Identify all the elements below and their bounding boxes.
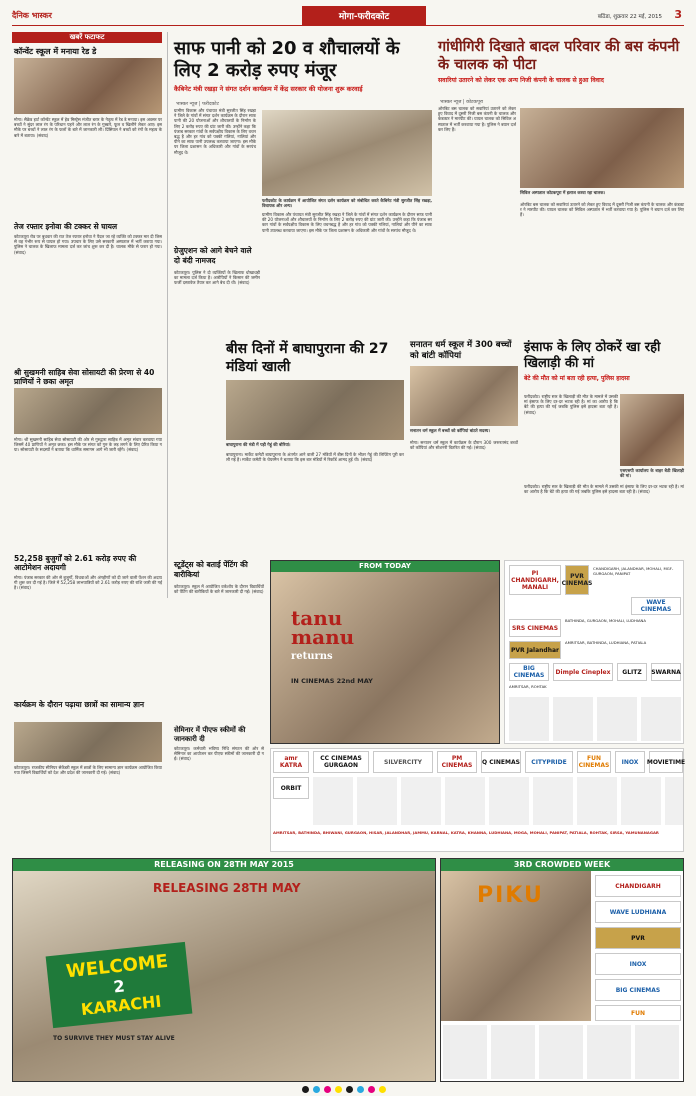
ad-tanu-banner-label: FROM TODAY	[359, 562, 411, 570]
ad-tanu[interactable]	[270, 560, 500, 744]
brief-body-1: मोगा। सैक्रेड हार्ट कॉन्वेंट स्कूल में हेड मिस्ट्रेस मंजीत बरार के नेतृत्व में रेड डे मनाया। इस अवसर पर बच्चों ने सुंदर लाल रंग के परिधान पहने और लाल रंग के गुब्बारे, फूल व खिलौने लेकर आए। इस मौके पर बच्चों ने लाल रंग के फलों के बारे में जानकारी ली। प्रिंसिपल ने बच्चों को रंगों के महत्व के बारे में बताया। (संवाद)	[14, 117, 162, 138]
ad-tanu-title-1: tanu	[291, 606, 343, 630]
piku-logo-6: FUN	[595, 1005, 681, 1021]
side-byline: भास्कर न्यूज | कोटकपूरा	[440, 100, 484, 105]
brief-photo-5	[14, 722, 162, 762]
seminar-headline: सेमिनार में पीएफ स्कीमों की जानकारी दी	[174, 726, 246, 743]
brief-photo-1	[14, 58, 162, 114]
logo-fun: FUN CINEMAS	[577, 751, 611, 773]
edition-tab	[302, 6, 426, 25]
brief-title-2: तेज रफ्तार इनोवा की टक्कर से घायल	[14, 222, 118, 231]
register-dot	[346, 1086, 353, 1093]
page-number: 3	[674, 8, 682, 21]
ad-tanu-title-3: returns	[291, 651, 333, 662]
insaaf-body-cont: फरीदकोट। राष्ट्रीय स्तर के खिलाड़ी की मौत के मामले में उसकी मां इंसाफ के लिए दर-दर भटक रही है। मां का आरोप है कि बेटे की हत्या की गई जबकि पुलिस इसे हादसा बता रही है। (संवाद)	[524, 484, 684, 495]
ad-right-logos	[504, 560, 684, 744]
lead-body-cont: ग्रामीण विकास और पंचायत मंत्री सुरजीत सिंह रखड़ा ने जिले के गांवों में संगत दर्शन कार्यक्रम के दौरान साफ पानी की 20 योजनाओं और शौचालयों के निर्माण के लिए 2 करोड़ रुपए की ग्रांट जारी की। उन्होंने कहा कि पंजाब सरकार गांवों के सर्वपक्षीय विकास के लिए वचनबद्ध है और हर गांव को पक्की गलियां, नालियां और पीने का साफ पानी उपलब्ध करवाया जाएगा। इस मौके पर जिला प्रशासन के अधिकारी और गांवों के सरपंच मौजूद थे।	[262, 212, 432, 233]
logo-pm: PM CINEMAS	[437, 751, 477, 773]
lead-headline: साफ पानी को 20 व शौचालयों के लिए 2 करोड़ रुपए मंजूर	[174, 38, 400, 81]
brief-title-3: श्री सुखमनी साहिब सेवा सोसायटी की प्रेरणा से 40 प्राणियों ने छका अमृत	[14, 368, 155, 386]
seminar-body: कोटकपूरा। कर्मचारी भविष्य निधि संगठन की ओर से सेमिनार का आयोजन कर पीएफ स्कीमों की जानकारी दी गई। (संवाद)	[174, 746, 264, 762]
addr-1: CHANDIGARH, JALANDHAR, MOHALI, MGF-GURGAON, PANIPAT	[593, 566, 674, 576]
piku-logo-5: BIG CINEMAS	[595, 979, 681, 1001]
insaaf-headline: इंसाफ के लिए ठोकरें खा रही खिलाड़ी की मां	[524, 340, 661, 371]
gurmeet-body: कोटकपूरा। पुलिस ने दो व्यक्तियों के खिलाफ धोखाधड़ी का मामला दर्ज किया है। आरोपियों ने किसान की जमीन फर्जी दस्तावेज तैयार कर आगे बेच दी थी। (संवाद)	[174, 270, 260, 286]
paper-logo: दैनिक भास्कर	[12, 11, 52, 20]
ad-karachi-title-1: WELCOME	[65, 950, 170, 982]
brief-title-1: कॉन्वेंट स्कूल में मनाया रेड डे	[14, 47, 97, 56]
ad-karachi-banner-label: RELEASING ON 28TH MAY 2015	[154, 860, 294, 869]
register-dot	[368, 1086, 375, 1093]
register-dot	[335, 1086, 342, 1093]
logo-movietime: MOVIETIME	[649, 751, 683, 773]
ad-piku-title: PIKU	[477, 883, 544, 908]
sanatan-photo	[410, 366, 518, 426]
ad-karachi-title-2: 2	[112, 975, 126, 997]
addr-2: BATHINDA, GURGAON, MOHALI, LUDHIANA	[565, 618, 646, 623]
logo-silvercity: SILVERCITY	[373, 751, 433, 773]
brief-body-2: कोटकपूरा रोड पर बुधवार की रात तेज रफ्तार इनोवा ने पैदल जा रहे व्यक्ति को टक्कर मार दी जिससे वह गंभीर रूप से घायल हो गया। उपचार के लिए उसे सरकारी अस्पताल में भर्ती कराया गया। पुलिस ने चालक के खिलाफ मामला दर्ज कर जांच शुरू कर दी है। चालक मौके से फरार हो गया। (संवाद)	[14, 234, 162, 255]
ad-tanu-banner	[271, 561, 499, 572]
insaaf-subhead: बेटे की मौत को मां बता रही हत्या, पुलिस हादसा	[524, 375, 630, 382]
left-column	[12, 32, 168, 598]
side-caption: सिविल अस्पताल कोटकपूरा में इलाज करवा रहा चालक।	[520, 190, 606, 195]
lead-subhead: कैबिनेट मंत्री रखड़ा ने संगत दर्शन कार्यक्रम में केंद्र सरकार की योजना शुरू करवाई	[174, 85, 363, 93]
lead-caption: फरीदकोट के कार्यक्रम में आयोजित संगत दर्शन कार्यक्रम को संबोधित करते कैबिनेट मंत्री सुरजीत सिंह रखड़ा, विधायक और अन्य।	[262, 198, 432, 209]
gurmeet-headline: ग्रेजुएशन को आगे बेचने वाले दो बंदी नामजद	[174, 246, 252, 265]
ad-tanu-title	[291, 606, 355, 666]
logo-inox: INOX	[615, 751, 645, 773]
ad-karachi-title	[46, 942, 193, 1028]
logo-citypride: CITYPRIDE	[525, 751, 573, 773]
side-headline: गांधीगिरी दिखाते बादल परिवार की बस कंपनी के चालक को पीटा	[438, 39, 680, 73]
side-photo	[520, 108, 684, 188]
sanatan-body: मोगा। सनातन धर्म स्कूल में कार्यक्रम के दौरान 300 जरूरतमंद बच्चों को कॉपियां और स्टेशनरी वितरित की गई। (संवाद)	[410, 440, 518, 451]
insaaf-photo	[620, 394, 684, 466]
logo-glitz: GLITZ	[617, 663, 647, 681]
sanatan-caption: सनातन धर्म स्कूल में बच्चों को कॉपियां बांटते सदस्य।	[410, 428, 490, 433]
logo-amr: amr KATRA	[273, 751, 309, 773]
ad-karachi-banner	[13, 859, 435, 871]
edition-label: मोगा-फरीदकोट	[338, 12, 390, 22]
side-subhead: सवारियां उतारने को लेकर एक अन्य निजी कंपनी के चालक से हुआ विवाद	[438, 77, 604, 84]
side-body: ओरबिट बस चालक को सवारियां उतारने को लेकर हुए विवाद में दूसरी निजी बस कंपनी के चालक और कंडक्टर ने मारपीट की। घायल चालक को सिविल अस्पताल में भर्ती करवाया गया है। पुलिस ने बयान दर्ज कर लिए हैं।	[438, 106, 516, 132]
sanatan-headline: सनातन धर्म स्कूल में 300 बच्चों को बांटी कॉपियां	[410, 340, 512, 361]
baghapurana-caption: बाघापुराना की मंडी में पड़ी गेहूं की बोरियां।	[226, 442, 291, 447]
logo-swarna: SWARNA	[651, 663, 681, 681]
logo-q: Q CINEMAS	[481, 751, 521, 773]
brief-body-4: मोगा। पंजाब सरकार की ओर से बुजुर्गों, विधवाओं और अंगहीणों को दी जाने वाली पेंशन की अदायगी शुरू कर दी गई है। जिले में 52,258 लाभपात्रियों को 2.61 करोड़ रुपए की राशि जारी की गई है। (संवाद)	[14, 575, 162, 591]
ad-piku[interactable]	[440, 858, 684, 1082]
piku-logo-4: INOX	[595, 953, 681, 975]
insaaf-caption: एसएसपी कार्यालय के बाहर बैठी खिलाड़ी की मां।	[620, 468, 684, 479]
logo-wave: WAVE CINEMAS	[631, 597, 681, 615]
brief-photo-3	[14, 388, 162, 434]
register-dot	[302, 1086, 309, 1093]
ad-tanu-title-2: manu	[291, 625, 355, 649]
ad-bottom-cities: AMRITSAR, BATHINDA, BHIWANI, GURGAON, HISAR, JALANDHAR, JAMMU, KARNAL, KATRA, KHANNA, LUDHIANA, MOGA, MOHALI, PANIPAT, PATIALA, ROHTAK, SIRSA, YAMUNANAGAR	[273, 830, 659, 835]
students-headline: स्टूडेंट्स को बताई पेंटिंग की बारीकियां	[174, 560, 248, 579]
baghapurana-body: बाघापुराना। मार्केट कमेटी बाघापुराना के अंतर्गत आने वाली 27 मंडियों में बीस दिनों के भीतर गेहूं की लिफ्टिंग पूरी कर ली गई है। मार्केट कमेटी के चेयरमैन ने बताया कि इस बार मंडियों में रिकॉर्ड आमद हुई थी। (संवाद)	[226, 452, 404, 463]
section-header	[12, 32, 162, 43]
ad-tanu-tagline: IN CINEMAS 22nd MAY	[291, 677, 373, 685]
logo-dimple: Dimple Cineplex	[553, 663, 613, 681]
logo-pvr-2: PVR Jalandhar	[509, 641, 561, 659]
register-dot	[379, 1086, 386, 1093]
brief-title-4: 52,258 बुजुर्गों को 2.61 करोड़ रुपए की आटोमेशन अदायगी	[14, 554, 137, 572]
register-dot	[357, 1086, 364, 1093]
logo-pvr: PVR CINEMAS	[565, 565, 589, 595]
ad-karachi-title-3: KARACHI	[80, 991, 163, 1019]
logo-big: BIG CINEMAS	[509, 663, 549, 681]
register-dot	[313, 1086, 320, 1093]
piku-logo-2: WAVE LUDHIANA	[595, 901, 681, 923]
section-header-label: खबरें फटाफट	[69, 33, 105, 41]
insaaf-body: फरीदकोट। राष्ट्रीय स्तर के खिलाड़ी की मौत के मामले में उसकी मां इंसाफ के लिए दर-दर भटक रही है। मां का आरोप है कि बेटे की हत्या की गई जबकि पुलिस इसे हादसा बता रही है। (संवाद)	[524, 394, 618, 415]
ad-bottom-grid	[313, 777, 683, 825]
side-body-cont: ओरबिट बस चालक को सवारियां उतारने को लेकर हुए विवाद में दूसरी निजी बस कंपनी के चालक और कंडक्टर ने मारपीट की। घायल चालक को सिविल अस्पताल में भर्ती करवाया गया है। पुलिस ने बयान दर्ज कर लिए हैं।	[520, 202, 684, 218]
lead-byline: भास्कर न्यूज | फरीदकोट	[176, 102, 219, 107]
masthead-date: बठिंडा, शुक्रवार 22 मई, 2015	[597, 14, 662, 20]
logo-orbit: ORBIT	[273, 777, 309, 799]
register-marks	[300, 1086, 388, 1094]
register-dot	[324, 1086, 331, 1093]
ad-piku-banner-label: 3RD CROWDED WEEK	[513, 860, 611, 869]
logo-cc: CC CINEMAS GURGAON	[313, 751, 369, 773]
baghapurana-headline: बीस दिनों में बाघापुराना की 27 मंडियां खाली	[226, 341, 389, 375]
ad-karachi-tagline: TO SURVIVE THEY MUST STAY ALIVE	[53, 1035, 175, 1042]
lead-body: ग्रामीण विकास और पंचायत मंत्री सुरजीत सिंह रखड़ा ने जिले के गांवों में संगत दर्शन कार्यक्रम के दौरान साफ पानी की 20 योजनाओं और शौचालयों के निर्माण के लिए 2 करोड़ रुपए की ग्रांट जारी की। उन्होंने कहा कि पंजाब सरकार गांवों के सर्वपक्षीय विकास के लिए वचनबद्ध है और हर गांव को पक्की गलियां, नालियां और पीने का साफ पानी उपलब्ध करवाया जाएगा। इस मौके पर जिला प्रशासन के अधिकारी और गांवों के सरपंच मौजूद थे।	[174, 108, 256, 155]
addr-4: AMRITSAR, ROHTAK	[509, 684, 547, 689]
ad-karachi-releasing: RELEASING 28TH MAY	[153, 881, 301, 895]
ad-right-grid	[509, 697, 681, 741]
brief-body-5: कोटकपूरा। राजकीय सीनियर सेकेंडरी स्कूल में छात्रों के लिए सामान्य ज्ञान कार्यक्रम आयोजित किया गया जिसमें विद्यार्थियों को देश और प्रदेश की जानकारी दी गई। (संवाद)	[14, 765, 162, 776]
brief-title-5: कार्यक्रम के दौरान पढ़ाया छात्रों का सामान्य ज्ञान	[14, 700, 145, 709]
logo-pi: PI CHANDIGARH, MANALI	[509, 565, 561, 595]
ad-karachi[interactable]	[12, 858, 436, 1082]
brief-body-3: मोगा। श्री सुखमनी साहिब सेवा सोसायटी की ओर से गुरुद्वारा साहिब में अमृत संचार करवाया गया जिसमें 40 प्राणियों ने अमृत छका। इस मौके पर संगत को गुरु के लड़ लगने के लिए प्रेरित किया गया। सोसायटी के सदस्यों ने बताया कि धार्मिक समागम आगे भी जारी रहेंगे। (संवाद)	[14, 437, 162, 453]
masthead	[12, 6, 684, 26]
ad-bottom-logos	[270, 748, 684, 852]
logo-srs: SRS CINEMAS	[509, 619, 561, 637]
piku-logo-1: CHANDIGARH	[595, 875, 681, 897]
lead-photo	[262, 110, 432, 196]
ad-piku-grid	[443, 1025, 681, 1079]
baghapurana-photo	[226, 380, 404, 440]
addr-3: AMRITSAR, BATHINDA, LUDHIANA, PATIALA	[565, 640, 647, 645]
piku-logo-3: PVR	[595, 927, 681, 949]
students-body: कोटकपूरा। स्कूल में आयोजित वर्कशॉप के दौरान विद्यार्थियों को पेंटिंग की बारीकियों के बारे में जानकारी दी गई। (संवाद)	[174, 584, 264, 595]
ad-piku-banner	[441, 859, 683, 871]
